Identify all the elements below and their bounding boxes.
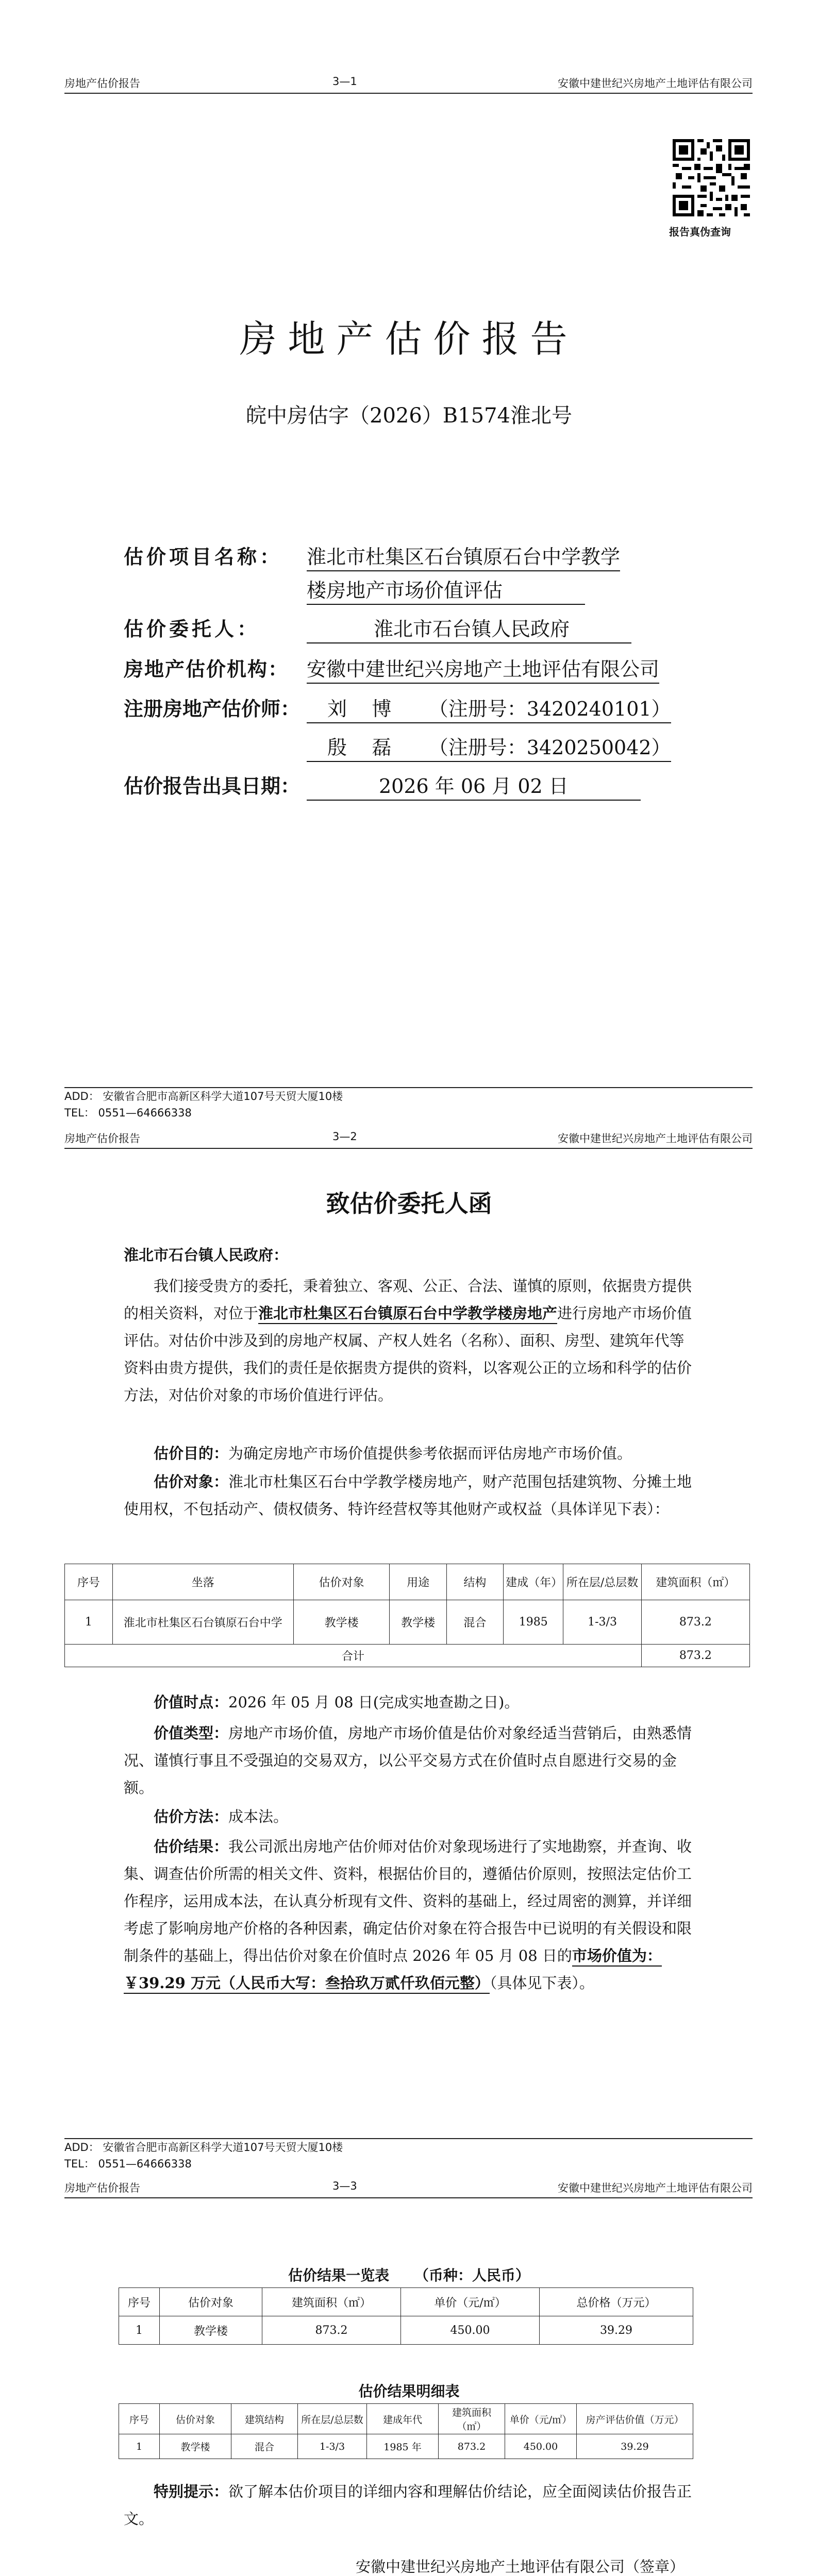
header-right: 安徽中建世纪兴房地产土地评估有限公司 (558, 77, 753, 90)
table-total-row (65, 1645, 750, 1667)
time-text: 2026 年 05 月 08 日(完成实地查勘之日)。 (228, 1693, 520, 1711)
header-left: 房地产估价报告 (64, 2182, 140, 2194)
total-label: 合计 (65, 1645, 642, 1667)
project-name-line1: 淮北市杜集区石台镇原石台中学教学 (307, 541, 620, 571)
object-table (64, 1564, 750, 1667)
result-paragraph (124, 1833, 696, 1997)
table-header: 建筑面积（㎡） (641, 1564, 749, 1600)
page-header (64, 1127, 753, 1149)
table-row (119, 2434, 693, 2459)
table-header: 序号 (119, 2288, 160, 2316)
time-paragraph (124, 1689, 696, 1716)
table-cell: 1 (65, 1600, 113, 1645)
appraiser-label: 注册房地产估价师： (124, 697, 301, 720)
qr-code[interactable] (673, 139, 750, 216)
table-cell: 1 (119, 2434, 160, 2459)
intro-text-c: 进行房地产市场价值评估。对估价中涉及到的房地产权属、产权人姓名（名称）、面积、房型、建筑年代等资料由贵方提供，我们的责任是依据贵方提供的资料，以客观公正的立场和科学的估价方法，对估价对象的市场价值进行评估。 (124, 1304, 692, 1404)
table-cell: 873.2 (262, 2316, 401, 2345)
letter-addressee: 淮北市石台镇人民政府： (124, 1246, 289, 1264)
table-row (119, 2316, 693, 2345)
table-cell: 39.29 (540, 2316, 693, 2345)
letter-intro (124, 1273, 696, 1409)
table-cell: 39.29 (577, 2434, 693, 2459)
table-cell: 450.00 (401, 2316, 540, 2345)
appraiser-1: 刘 博 （注册号：3420240101） (307, 693, 671, 723)
table-header: 坐落 (112, 1564, 293, 1600)
header-page: 3—3 (332, 2180, 357, 2192)
summary-table (119, 2287, 693, 2345)
method-paragraph (124, 1803, 696, 1831)
footer-address: ADD： 安徽省合肥市高新区科学大道107号天贸大厦10楼 (64, 2141, 343, 2154)
qr-caption: 报告真伪查询 (669, 226, 731, 238)
page-footer (64, 1087, 753, 1121)
appraiser-row (124, 693, 696, 724)
table-header: 单价（元/㎡） (401, 2288, 540, 2316)
purpose-paragraph (124, 1440, 696, 1467)
table-header: 序号 (119, 2404, 160, 2434)
table-header: 估价对象 (293, 1564, 390, 1600)
table-header: 建筑结构 (231, 2404, 298, 2434)
table-cell: 873.2 (641, 1600, 749, 1645)
result-text-c: （具体见下表）。 (489, 1974, 594, 1992)
detail-title: 估价结果明细表 (358, 2383, 460, 2400)
result-value: 市场价值为：￥39.29 万元（人民币大写：叁拾玖万贰仟玖佰元整） (124, 1947, 662, 1994)
table-cell: 淮北市杜集区石台镇原石台中学 (112, 1600, 293, 1645)
appraiser-row-2 (124, 732, 696, 762)
report-number: 皖中房估字（2026）B1574淮北号 (246, 404, 572, 428)
footer-tel: TEL： 0551—64666338 (64, 1107, 192, 1119)
table-cell: 混合 (231, 2434, 298, 2459)
table-header-row (119, 2288, 693, 2316)
table-header: 序号 (65, 1564, 113, 1600)
report-title: 房地产估价报告 (239, 317, 579, 361)
table-header: 估价对象 (160, 2404, 231, 2434)
result-label: 估价结果： (154, 1838, 229, 1855)
table-cell: 1985 (504, 1600, 563, 1645)
header-left: 房地产估价报告 (64, 77, 140, 90)
type-label: 价值类型： (154, 1724, 229, 1742)
table-cell: 教学楼 (160, 2316, 262, 2345)
appraiser-2: 殷 磊 （注册号：3420250042） (307, 732, 671, 762)
table-header: 所在层/总层数 (298, 2404, 367, 2434)
table-header: 建成年代 (367, 2404, 439, 2434)
page-header (64, 2177, 753, 2198)
table-cell: 1-3/3 (563, 1600, 641, 1645)
table-cell: 1-3/3 (298, 2434, 367, 2459)
total-value: 873.2 (641, 1645, 749, 1667)
table-cell: 1985 年 (367, 2434, 439, 2459)
table-cell: 873.2 (439, 2434, 505, 2459)
table-row (65, 1600, 750, 1645)
table-header: 房产评估价值（万元） (577, 2404, 693, 2434)
client-name: 淮北市石台镇人民政府 (307, 613, 631, 643)
table-cell: 混合 (446, 1600, 503, 1645)
project-row-2 (124, 574, 696, 605)
date-label: 估价报告出具日期： (124, 774, 301, 798)
method-text: 成本法。 (228, 1808, 289, 1825)
table-header: 建成（年） (504, 1564, 563, 1600)
object-paragraph (124, 1468, 696, 1523)
letter-title: 致估价委托人函 (326, 1190, 492, 1217)
agency-row (124, 653, 696, 684)
table-header: 结构 (446, 1564, 503, 1600)
tips-text: 欲了解本估价项目的详细内容和理解估价结论，应全面阅读估价报告正文。 (124, 2483, 692, 2528)
table-header-row (65, 1564, 750, 1600)
client-row (124, 613, 696, 644)
summary-title: 估价结果一览表 （币种：人民币） (288, 2267, 530, 2284)
table-cell: 教学楼 (390, 1600, 446, 1645)
table-cell: 教学楼 (160, 2434, 231, 2459)
project-row (124, 541, 696, 572)
page-footer (64, 2138, 753, 2172)
table-header: 估价对象 (160, 2288, 262, 2316)
page-header (64, 72, 753, 94)
table-cell: 1 (119, 2316, 160, 2345)
table-header: 建筑面积（㎡） (262, 2288, 401, 2316)
result-text-a: 我公司派出房地产估价师对估价对象现场进行了实地勘察，并查询、收集、调查估价所需的相关文件、资料，根据估价目的，遵循估价原则，按照法定估价工作程序，运用成本法，在认真分析现有文件、资料的基础上，经过周密的测算，并详细考虑了影响房地产价格的各种因素，确定估价对象在符合报告中已说明的有关假设和限制条件的基础上，得出估价对象在价值时点 2026 年 05 月 08 日的 (124, 1838, 692, 1964)
header-right: 安徽中建世纪兴房地产土地评估有限公司 (558, 1132, 753, 1145)
date-row (124, 770, 696, 801)
purpose-label: 估价目的： (154, 1445, 229, 1462)
object-text: 淮北市杜集区石台中学教学楼房地产，财产范围包括建筑物、分摊土地使用权，不包括动产、债权债务、特许经营权等其他财产或权益（具体详见下表）： (124, 1473, 692, 1518)
table-header-row (119, 2404, 693, 2434)
table-header: 建筑面积（㎡） (439, 2404, 505, 2434)
footer-address: ADD： 安徽省合肥市高新区科学大道107号天贸大厦10楼 (64, 1090, 343, 1103)
type-text: 房地产市场价值，房地产市场价值是估价对象经适当营销后，由熟悉情况、谨慎行事且不受强迫的交易双方，以公平交易方式在价值时点自愿进行交易的金额。 (124, 1724, 692, 1797)
purpose-text: 为确定房地产市场价值提供参考依据而评估房地产市场价值。 (228, 1445, 632, 1462)
intro-text-b: 淮北市杜集区石台镇原石台中学教学楼房地产 (258, 1304, 557, 1324)
project-name-line2: 楼房地产市场价值评估 (307, 574, 585, 605)
signature-company: 安徽中建世纪兴房地产土地评估有限公司（签章） (356, 2558, 685, 2575)
table-header: 单价（元/㎡） (505, 2404, 577, 2434)
table-header: 所在层/总层数 (563, 1564, 641, 1600)
header-page: 3—2 (332, 1130, 357, 1143)
client-label: 估价委托人： (124, 617, 260, 640)
header-page: 3—1 (332, 75, 357, 88)
type-paragraph (124, 1720, 696, 1802)
project-label: 估价项目名称： (124, 545, 283, 568)
intro-text-a: 我们接受贵方的委托，秉着独立、客观、公正、合法、谨慎的原则，依据贵方提供的相关资料，对位于 (124, 1277, 692, 1322)
table-cell: 教学楼 (293, 1600, 390, 1645)
footer-tel: TEL： 0551—64666338 (64, 2158, 192, 2170)
agency-name: 安徽中建世纪兴房地产土地评估有限公司 (307, 653, 659, 684)
agency-label: 房地产估价机构： (124, 657, 289, 681)
table-header: 总价格（万元） (540, 2288, 693, 2316)
tips-paragraph (124, 2478, 696, 2533)
header-left: 房地产估价报告 (64, 1132, 140, 1145)
report-date: 2026 年 06 月 02 日 (307, 770, 641, 801)
table-cell: 450.00 (505, 2434, 577, 2459)
time-label: 价值时点： (154, 1693, 229, 1711)
table-header: 用途 (390, 1564, 446, 1600)
detail-table (119, 2403, 693, 2459)
object-label: 估价对象： (154, 1473, 229, 1490)
tips-label: 特别提示： (154, 2483, 229, 2500)
method-label: 估价方法： (154, 1808, 229, 1825)
header-right: 安徽中建世纪兴房地产土地评估有限公司 (558, 2182, 753, 2194)
